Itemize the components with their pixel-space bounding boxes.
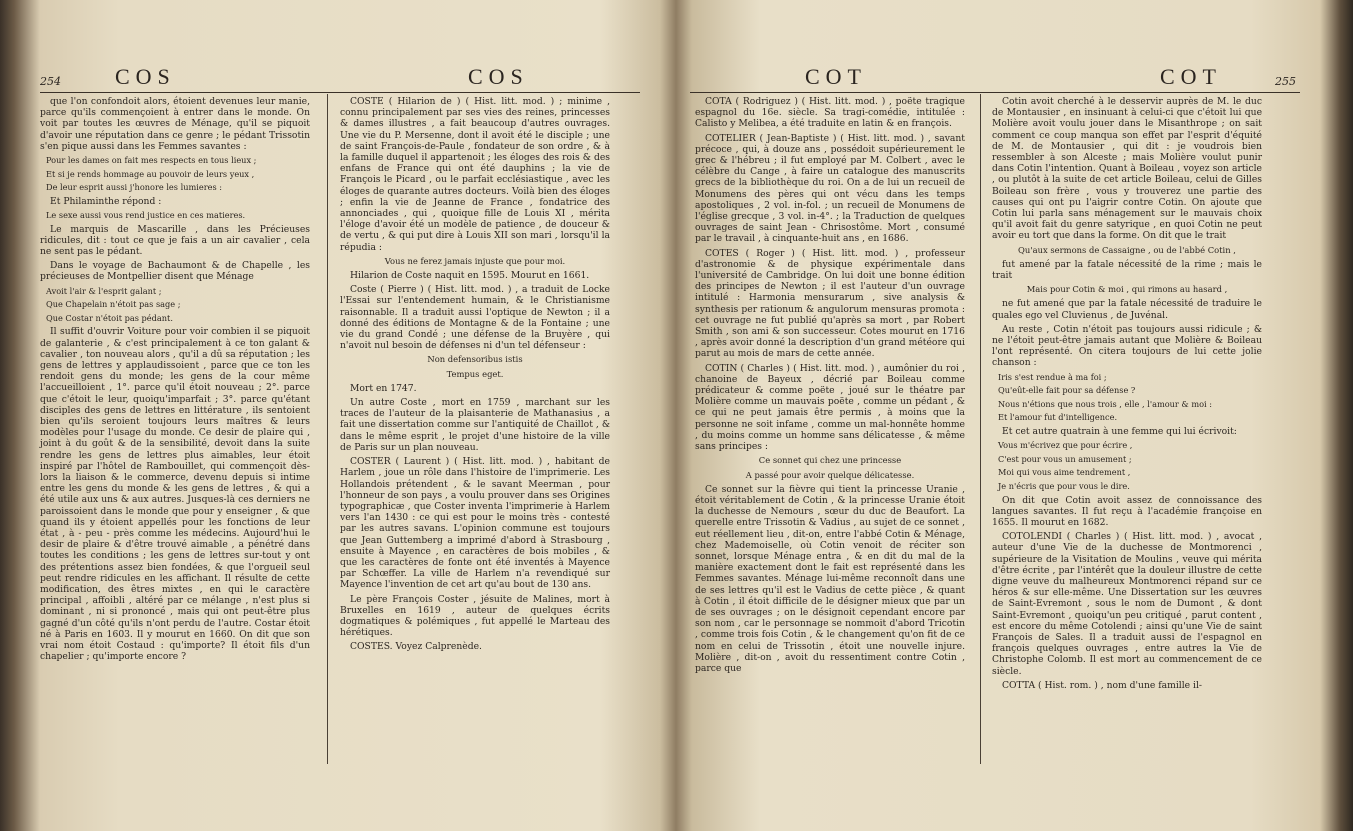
- entry-cotin: COTIN ( Charles ) ( Hist. litt. mod. ) , aumônier du roi , chanoine de Bayeux , décrié par Boileau comme prédicateur & comme poëte , joué sur le théatre par Molière comme un mauvais poëte , comme un pédant , & ce qui ne peut jamais être permis , à moins que la personne ne soit infame , comme un mal-honnête homme , du moins comme un homme sans délicatesse , & même sans principes :: [695, 362, 965, 453]
- entry-coste-pierre: Coste ( Pierre ) ( Hist. litt. mod. ) , a traduit de Locke l'Essai sur l'entendement humain, & le Christianisme raisonnable. Il a traduit aussi l'optique de Newton ; il a donné des éditions de Montagne & de la Fontaine ; une vie du grand Condé ; une défense de la Bruyère , qui n'avoit nul besoin de défenses ni d'un tel défenseur :: [340, 284, 610, 352]
- paragraph: Et cet autre quatrain à une femme qui lui écrivoit:: [1002, 426, 1237, 438]
- page-number: 255: [1275, 75, 1296, 88]
- entry-coster-laurent: COSTER ( Laurent ) ( Hist. litt. mod. ) , habitant de Harlem , joue un rôle dans l'histoire de l'imprimerie. Les Hollandois prétendent , & le savant Meerman , pour l'honneur de son pays , a voulu prouver dans ses Origines typographicæ , que Coster inventa l'imprimerie à Harlem vers l'an 1430 : ce qui est pour le moins très - contesté par les autres savans. L'opinion commune est toujours que Jean Guttemberg a imprimé d'abord à Strasbourg , ensuite à Mayence , en caractères de bois mobiles , & que les caractères de fonte ont été inventés à Mayence par Schœffer. La ville de Harlem n'a revendiqué sur Mayence l'invention de cet art qu'au bout de 130 ans.: [340, 456, 610, 591]
- paragraph: Un autre Coste , mort en 1759 , marchant sur les traces de l'auteur de la plaisanterie de Mathanasius , a fait une dissertation comme sur l'antiquité de Chaillot , & dans le même esprit , le projet d'une histoire de la ville de Paris sur un plan nouveau.: [340, 397, 610, 453]
- verse-line: Je n'écris que pour vous le dire.: [998, 481, 1130, 492]
- paragraph: On dit que Cotin avoit assez de connoissance des langues savantes. Il fut reçu à l'académie françoise en 1655. Il mourut en 1682.: [992, 494, 1262, 529]
- entry-cotta: COTTA ( Hist. rom. ) , nom d'une famille il-: [1002, 679, 1202, 691]
- entry-cotolendi: COTOLENDI ( Charles ) ( Hist. litt. mod. ) , avocat , auteur d'une Vie de la duchesse de Montmorenci , supérieure de la Visitation de Moulins , veuve qui mérita d'être écrite , par l'intérêt que la douleur illustre de cette digne veuve du malheureux Montmorenci répand sur ce héros & sur elle-même. Une Dissertation sur les œuvres de Saint-Evremont , sous le nom de Dumont , & dont Saint-Evremont , quoiqu'un peu critiqué , parut content , est encore du même Cotolendi ; ainsi qu'une Vie de saint François de Sales. Il a traduit aussi de l'espagnol en françois quelques ouvrages , entre autres la Vie de Christophe Colomb. Il est mort au commencement de ce siècle.: [992, 531, 1262, 677]
- running-head-right: COT: [1160, 64, 1222, 89]
- verse-line: Moi qui vous aime tendrement ,: [998, 467, 1131, 478]
- column-divider: [327, 94, 328, 764]
- verse-line: Qu'aux sermons de Cassaigne , ou de l'abbé Cotin ,: [1018, 244, 1236, 255]
- running-head-right: COS: [468, 64, 529, 89]
- verse-line: Pour les dames on fait mes respects en tous lieux ;: [46, 155, 257, 166]
- paragraph: ne fut amené que par la fatale nécessité de traduire le quales ego vel Cluvienus , de Juvénal.: [992, 298, 1262, 321]
- paragraph: Le père François Coster , jésuite de Malines, mort à Bruxelles en 1619 , auteur de quelques écrits dogmatiques & polémiques , fut appellé le Marteau des hérétiques.: [340, 593, 610, 639]
- verse-line: Vous ne ferez jamais injuste que pour moi.: [384, 255, 566, 266]
- verse-line: Non defensoribus istis: [427, 354, 523, 365]
- text-column-2: [992, 96, 1262, 694]
- verse-line: Ce sonnet qui chez une princesse: [758, 455, 902, 466]
- paragraph: que l'on confondoit alors, étoient devenues leur manie, parce qu'ils commençoient à entrer dans le monde. On voit par toutes les œuvres de Ménage, qu'il se piquoit d'avoir une réputation dans ce genre ; le pédant Trissotin s'en pique aussi dans les Femmes savantes :: [40, 96, 310, 152]
- entry-costes: COSTES. Voyez Calprenède.: [350, 641, 482, 653]
- entry-coste-hilarion: COSTE ( Hilarion de ) ( Hist. litt. mod. ) ; minime , connu principalement par ses vies des reines, princesses & dames illustres , a fait beaucoup d'autres ouvrages. Une vie du P. Mersenne, dont il avoit été le disciple ; une de saint François-de-Paule , fondateur de son ordre , & à la famille duquel il appartenoit ; les éloges des rois & des enfans de France qui ont été dauphins ; la vie de François le Picard , ou le parfait ecclésiastique , avec les éloges de quarante autres docteurs. Voilà bien des éloges ; enfin la vie de Jeanne de France , fondatrice des annonciades , qui , quoique fille de Louis XI , mérita l'éloge d'avoir été un modèle de patience , de douceur & de vertu , & qui put dire à Louis XII son mari , lorsqu'il la répudia :: [340, 96, 610, 253]
- verse-line: Que Costar n'étoit pas pédant.: [46, 312, 173, 323]
- right-page: [690, 0, 1315, 831]
- paragraph: Au reste , Cotin n'étoit pas toujours aussi ridicule ; & ne l'étoit peut-être jamais autant que Molière & Boileau l'ont représenté. On citera toujours de lui cette jolie chanson :: [992, 323, 1262, 369]
- header-rule: [690, 92, 1300, 93]
- entry-cotes: COTES ( Roger ) ( Hist. litt. mod. ) , professeur d'astronomie & de physique expérimentale dans l'université de Cambridge. On lui doit une bonne édition des principes de Newton ; il est l'auteur d'un ouvrage intitulé : Harmonia mensurarum , sive analysis & synthesis per rationum & angulorum mensuras promota : cet ouvrage ne fut publié qu'après sa mort , par Robert Smith , son ami & son successeur. Cotes mourut en 1716 , après avoir donné la description d'un grand météore qui parut au mois de mars de cette année.: [695, 247, 965, 360]
- text-column-2: [340, 96, 610, 656]
- paragraph: Mort en 1747.: [350, 382, 417, 394]
- paragraph: Dans le voyage de Bachaumont & de Chapelle , les précieuses de Montpellier disent que Ménage: [40, 260, 310, 283]
- header-rule: [40, 92, 640, 93]
- paragraph: Il suffit d'ouvrir Voiture pour voir combien il se piquoit de galanterie , & c'est principalement à ce ton galant & cavalier , ton nouveau alors , qu'il a dû sa réputation ; les gens de lettres y applaudissoient , parce que ce ton les rendoit gens du monde; les gens de la cour même l'accueilloient , 1°. parce qu'il étoit nouveau ; 2°. parce que c'étoit le leur, quoiqu'imparfait ; 3°. parce qu'étant disciples des gens de lettres en littérature , ils sentoient bien qu'ils seroient toujours leurs maîtres & leurs modèles pour l'usage du monde. Ce desir de plaire qui , joint à du goût & de la sensibilité, devoit dans la suite rendre les gens de lettres plus aimables, leur étoit inspiré par l'hôtel de Rambouillet, qui commençoit dès-lors la liaison & le commerce, devenu depuis si intime entre les gens du monde & les gens de lettres , & qui a été utile aux uns & aux autres. Jusques-là ces derniers ne paroissoient dans le monde que pour y enseigner , & que quand ils y étoient appellés pour les fonctions de leur état , à - peu - près comme les médecins. Aujourd'hui le desir de plaire & d'être trouvé aimable , a pénétré dans toutes les conditions ; les gens de lettres sur-tout y ont des prétentions assez bien fondées, & que l'orgueil seul peut rendre ridicules en les affichant. Il résulte de cette modification, des êtres mixtes , en qui le caractère principal , affoibli , altéré par ce mélange , n'est plus si dominant , ni si prononcé , mais qui ont peut-être plus gagné d'un côté qu'ils n'ont perdu de l'autre. Costar étoit né à Paris en 1603. Il y mourut en 1660. On dit que son vrai nom étoit Costaud : qu'importe? Il étoit fils d'un chapelier ; qu'importe encore ?: [40, 326, 310, 663]
- paragraph: Et Philaminthe répond :: [50, 195, 162, 207]
- paragraph: Ce sonnet sur la fièvre qui tient la princesse Uranie , étoit véritablement de Cotin , & la princesse Uranie étoit la duchesse de Nemours , sœur du duc de Beaufort. La querelle entre Trissotin & Vadius , au sujet de ce sonnet , eut réellement lieu , dit-on, entre l'abbé Cotin & Ménage, chez Mademoiselle, où Cotin venoit de réciter son sonnet, lorsque Ménage entra , & en dit du mal de la manière exactement dont le fait est représenté dans les Femmes savantes. Ménage lui-même reconnoît dans une de ses lettres qu'il est le Vadius de cette pièce , & quant à Cotin , il étoit difficile de le désigner mieux que par un de ses ouvrages ; on le désignoit cependant encore par son nom , car le personnage se nommoit d'abord Tricotin , comme trois fois Cotin , & le changement qu'on fit de ce nom en celui de Trissotin , étoit une nouvelle injure. Molière , dit-on , avoit du ressentiment contre Cotin , parce que: [695, 483, 965, 674]
- verse-line: Et si je rends hommage au pouvoir de leurs yeux ,: [46, 168, 255, 179]
- running-head-left: COS: [115, 64, 176, 89]
- column-divider: [980, 94, 981, 764]
- page-number: 254: [40, 75, 61, 88]
- entry-cotelier: COTELIER ( Jean-Baptiste ) ( Hist. litt. mod. ) , savant précoce , qui, à douze ans , possédoit supérieurement le grec & l'hébreu ; il fut employé par M. Colbert , avec le célèbre du Cange , à faire un catalogue des manuscrits grecs de la bibliothèque du roi. On a de lui un recueil de Monumens des pères qui ont vécu dans les temps apostoliques , 2 vol. in-fol. ; un recueil de Monumens de l'église grecque , 3 vol. in-4°. ; la Traduction de quelques ouvrages de saint Jean - Chrisostôme. Mort , consumé par le travail , à cinquante-huit ans , en 1686.: [695, 132, 965, 245]
- verse-line: Et l'amour fut d'intelligence.: [998, 412, 1118, 423]
- paragraph: fut amené par la fatale nécessité de la rime ; mais le trait: [992, 258, 1262, 282]
- paragraph: Cotin avoit cherché à le desservir auprès de M. le duc de Montausier , en insinuant à celui-ci que c'étoit lui que Molière avoit voulu jouer dans le Misanthrope ; on sait comment ce coup manqua son effet par l'esprit d'équité de M. de Montausier , qui dit : je voudrois bien ressembler à son Alceste ; mais Molière voulut punir dans Cotin l'intention. Quant à Boileau , voyez son article , ou plutôt à la suite de cet article Boileau, celui de Gilles Boileau son frère , vous y trouverez une partie des causes qui ont pu l'aigrir contre Cotin. On ajoute que Cotin lui parla sans ménagement sur le mauvais choix qu'il avoit fait du genre satyrique , en quoi Cotin ne peut avoir eu tort que dans la forme. On dit que le trait: [992, 96, 1262, 242]
- text-column-1: [40, 96, 310, 665]
- entry-cota: COTA ( Rodriguez ) ( Hist. litt. mod. ) , poëte tragique espagnol du 16e. siècle. Sa tragi-comédie, intitulée : Calisto y Melibea, a été traduite en latin & en françois.: [695, 96, 965, 130]
- verse-line: Iris s'est rendue à ma foi ;: [998, 371, 1107, 382]
- paragraph: Hilarion de Coste naquit en 1595. Mourut en 1661.: [350, 270, 590, 282]
- verse-line: Qu'eût-elle fait pour sa défense ?: [998, 385, 1136, 396]
- verse-line: Mais pour Cotin & moi , qui rimons au hasard ,: [1026, 284, 1228, 295]
- verse-line: Vous m'écrivez que pour écrire ,: [998, 440, 1133, 451]
- verse-line: Avoit l'air & l'esprit galant ;: [46, 285, 162, 296]
- verse-line: A passé pour avoir quelque délicatesse.: [745, 469, 915, 480]
- verse-line: C'est pour vous un amusement ;: [998, 453, 1132, 464]
- left-page: [40, 0, 665, 831]
- verse-line: Tempus eget.: [446, 368, 504, 379]
- verse-line: Le sexe aussi vous rend justice en ces matieres.: [46, 210, 246, 220]
- paragraph: Le marquis de Mascarille , dans les Précieuses ridicules, dit : tout ce que je fais a un air cavalier , cela ne sent pas le pédant.: [40, 223, 310, 257]
- running-head-left: COT: [805, 64, 867, 89]
- verse-line: De leur esprit aussi j'honore les lumieres :: [46, 182, 223, 193]
- verse-line: Nous n'étions que nous trois , elle , l'amour & moi :: [998, 398, 1212, 409]
- text-column-1: [695, 96, 965, 677]
- verse-line: Que Chapelain n'étoit pas sage ;: [46, 299, 181, 310]
